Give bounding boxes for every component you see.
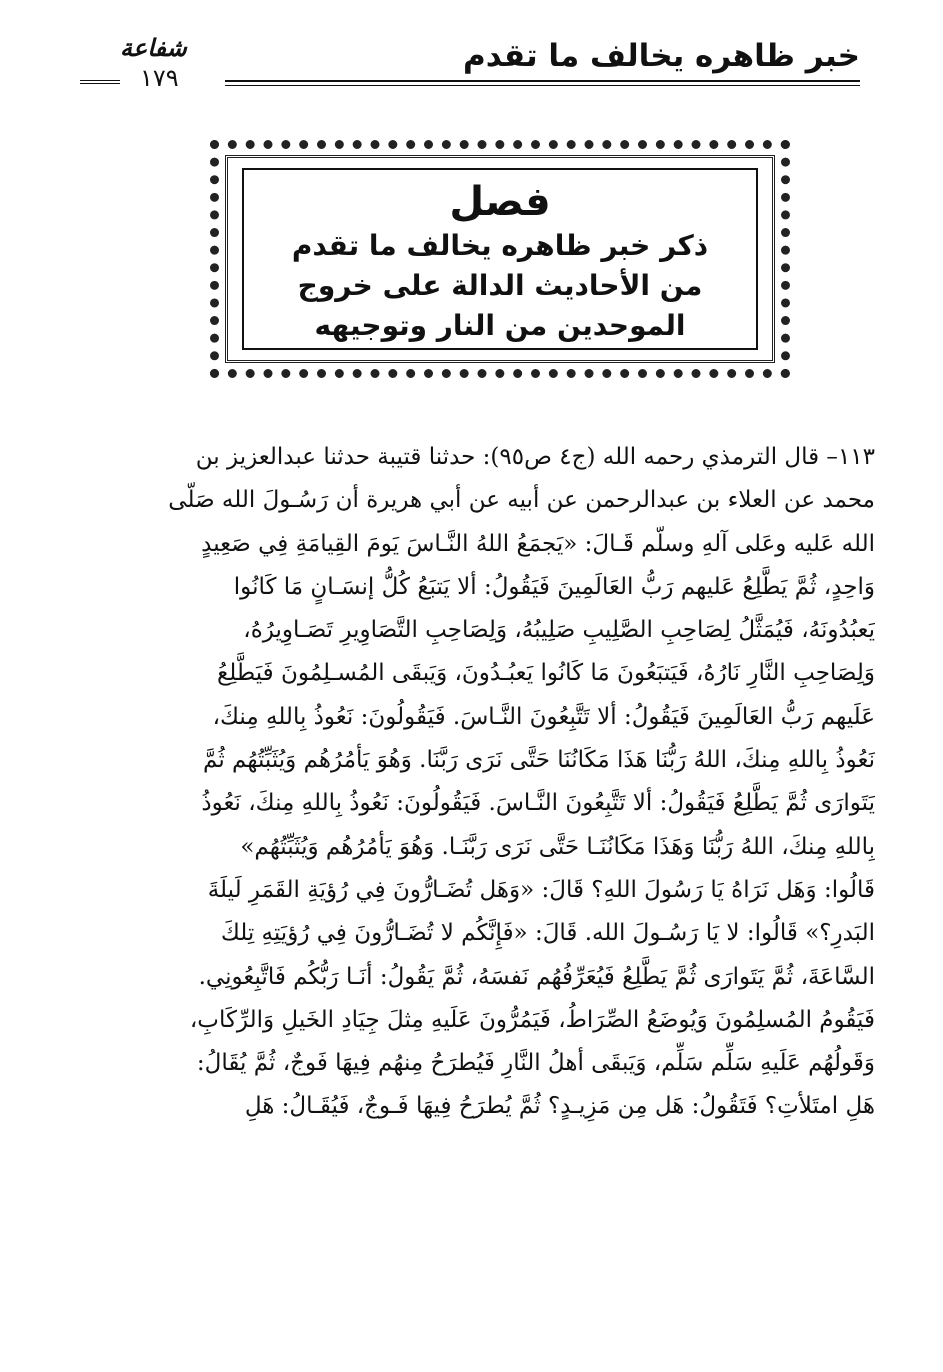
body-line: وَقَولُهُم عَلَيهِ سَلِّم سَلِّم، وَيَبقَى أهلُ النَّارِ فَيُطرَحُ مِنهُم فِيهَا فَوجٌ، ثُمَّ يُقَالُ: (196, 1050, 875, 1077)
body-line: السَّاعَةَ، ثُمَّ يَتَوارَى ثُمَّ يَطَّلِعُ فَيُعَرِّفُهُم نَفسَهُ، ثُمَّ يَقُولُ: أنَـا رَبُّكُم فَاتَّبِعُونِي. (198, 963, 875, 990)
page-number-rule (80, 80, 120, 84)
body-line: يَعبُدُونَهُ، فَيُمَثَّلُ لِصَاحِبِ الصَّلِيبِ صَلِيبُهُ، وَلِصَاحِبِ التَّصَاوِيرِ تَصَـاوِيرُهُ، (243, 617, 875, 644)
header-rule-thin (225, 85, 860, 86)
chapter-frame-border (225, 155, 775, 363)
header-rule (225, 80, 860, 82)
body-text (120, 436, 875, 1129)
chapter-title-box (242, 168, 758, 350)
chapter-heading: فصل (449, 179, 551, 225)
chapter-frame (210, 140, 790, 378)
body-line: عَلَيهم رَبُّ العَالَمِينَ فَيَقُولُ: ألا تَتَّبِعُونَ النَّـاسَ. فَيَقُولُونَ: نَعُوذُ بِاللهِ مِنكَ، (212, 703, 875, 730)
body-line: الله عَليه وعَلى آلهِ وسلّم قَـالَ: «يَجمَعُ اللهُ النَّـاسَ يَومَ القِيامَةِ فِي صَعِيدٍ (201, 530, 875, 557)
chapter-title-line: من الأحاديث الدالة على خروج (297, 269, 703, 302)
body-line: ١١٣– قال الترمذي رحمه الله (ج٤ ص٩٥): حدثنا قتيبة حدثنا عبدالعزيز بن (195, 444, 875, 470)
body-line: هَلِ امتَلأتِ؟ فَتَقُولُ: هَل مِن مَزِيـدٍ؟ ثُمَّ يُطرَحُ فِيهَا فَـوجٌ، فَيُقَـالُ: هَلِ (244, 1093, 875, 1120)
chapter-title-line: ذكر خبر ظاهره يخالف ما تقدم (291, 229, 709, 262)
body-line: بِاللهِ مِنكَ، اللهُ رَبُّنَا وَهَذَا مَكَانُنَـا حَتَّى نَرَى رَبَّنَـا. وَهُوَ يَأمُرُهُم وَيُثَبِّتُهُم» (240, 833, 875, 860)
chapter-title-line: الموحدين من النار وتوجيهه (314, 309, 686, 342)
book-logo: شفاعة (120, 33, 187, 62)
body-line: يَتَوارَى ثُمَّ يَطَّلِعُ فَيَقُولُ: ألا تَتَّبِعُونَ النَّـاسَ. فَيَقُولُونَ: نَعُوذُ بِاللهِ مِنكَ، نَعُوذُ (201, 790, 875, 817)
running-header (100, 30, 860, 94)
body-line: وَلِصَاحِبِ النَّارِ نَارُهُ، فَيَتبَعُونَ مَا كَانُوا يَعبُـدُونَ، وَيَبقَى المُسـلِمُونَ فَيَطَّلِعُ (217, 660, 875, 687)
body-line: البَدرِ؟» قَالُوا: لا يَا رَسُـولَ الله. قَالَ: «فَإِنَّكُم لا تُضَـارُّونَ فِي رُؤيَتِهِ تِلكَ (220, 920, 875, 947)
body-line: قَالُوا: وَهَل نَرَاهُ يَا رَسُولَ اللهِ؟ قَالَ: «وَهَل تُضَـارُّونَ فِي رُؤيَةِ القَمَرِ لَيلَةَ (207, 876, 875, 903)
running-header-title: خبر ظاهره يخالف ما تقدم (463, 38, 860, 74)
body-line: نَعُوذُ بِاللهِ مِنكَ، اللهُ رَبُّنَا هَذَا مَكَانُنَا حَتَّى نَرَى رَبَّنَا. وَهُوَ يَأمُرُهُم وَيُثَبِّتُهُم ثُمَّ (203, 747, 875, 774)
body-line: فَيَقُومُ المُسلِمُونَ وَيُوضَعُ الصِّرَاطُ، فَيَمُرُّونَ عَلَيهِ مِثلَ جِيَادِ الخَيلِ وَالرِّكَابِ، (189, 1006, 875, 1033)
page-number: ١٧٩ (140, 64, 179, 92)
body-line: وَاحِدٍ، ثُمَّ يَطَّلِعُ عَليهم رَبُّ العَالَمِينَ فَيَقُولُ: ألا يَتبَعُ كُلُّ إنسَـانٍ مَا كَانُوا (233, 573, 875, 600)
body-line: محمد عن العلاء بن عبدالرحمن عن أبيه عن أبي هريرة أن رَسُـولَ الله صَلّى (168, 487, 875, 514)
